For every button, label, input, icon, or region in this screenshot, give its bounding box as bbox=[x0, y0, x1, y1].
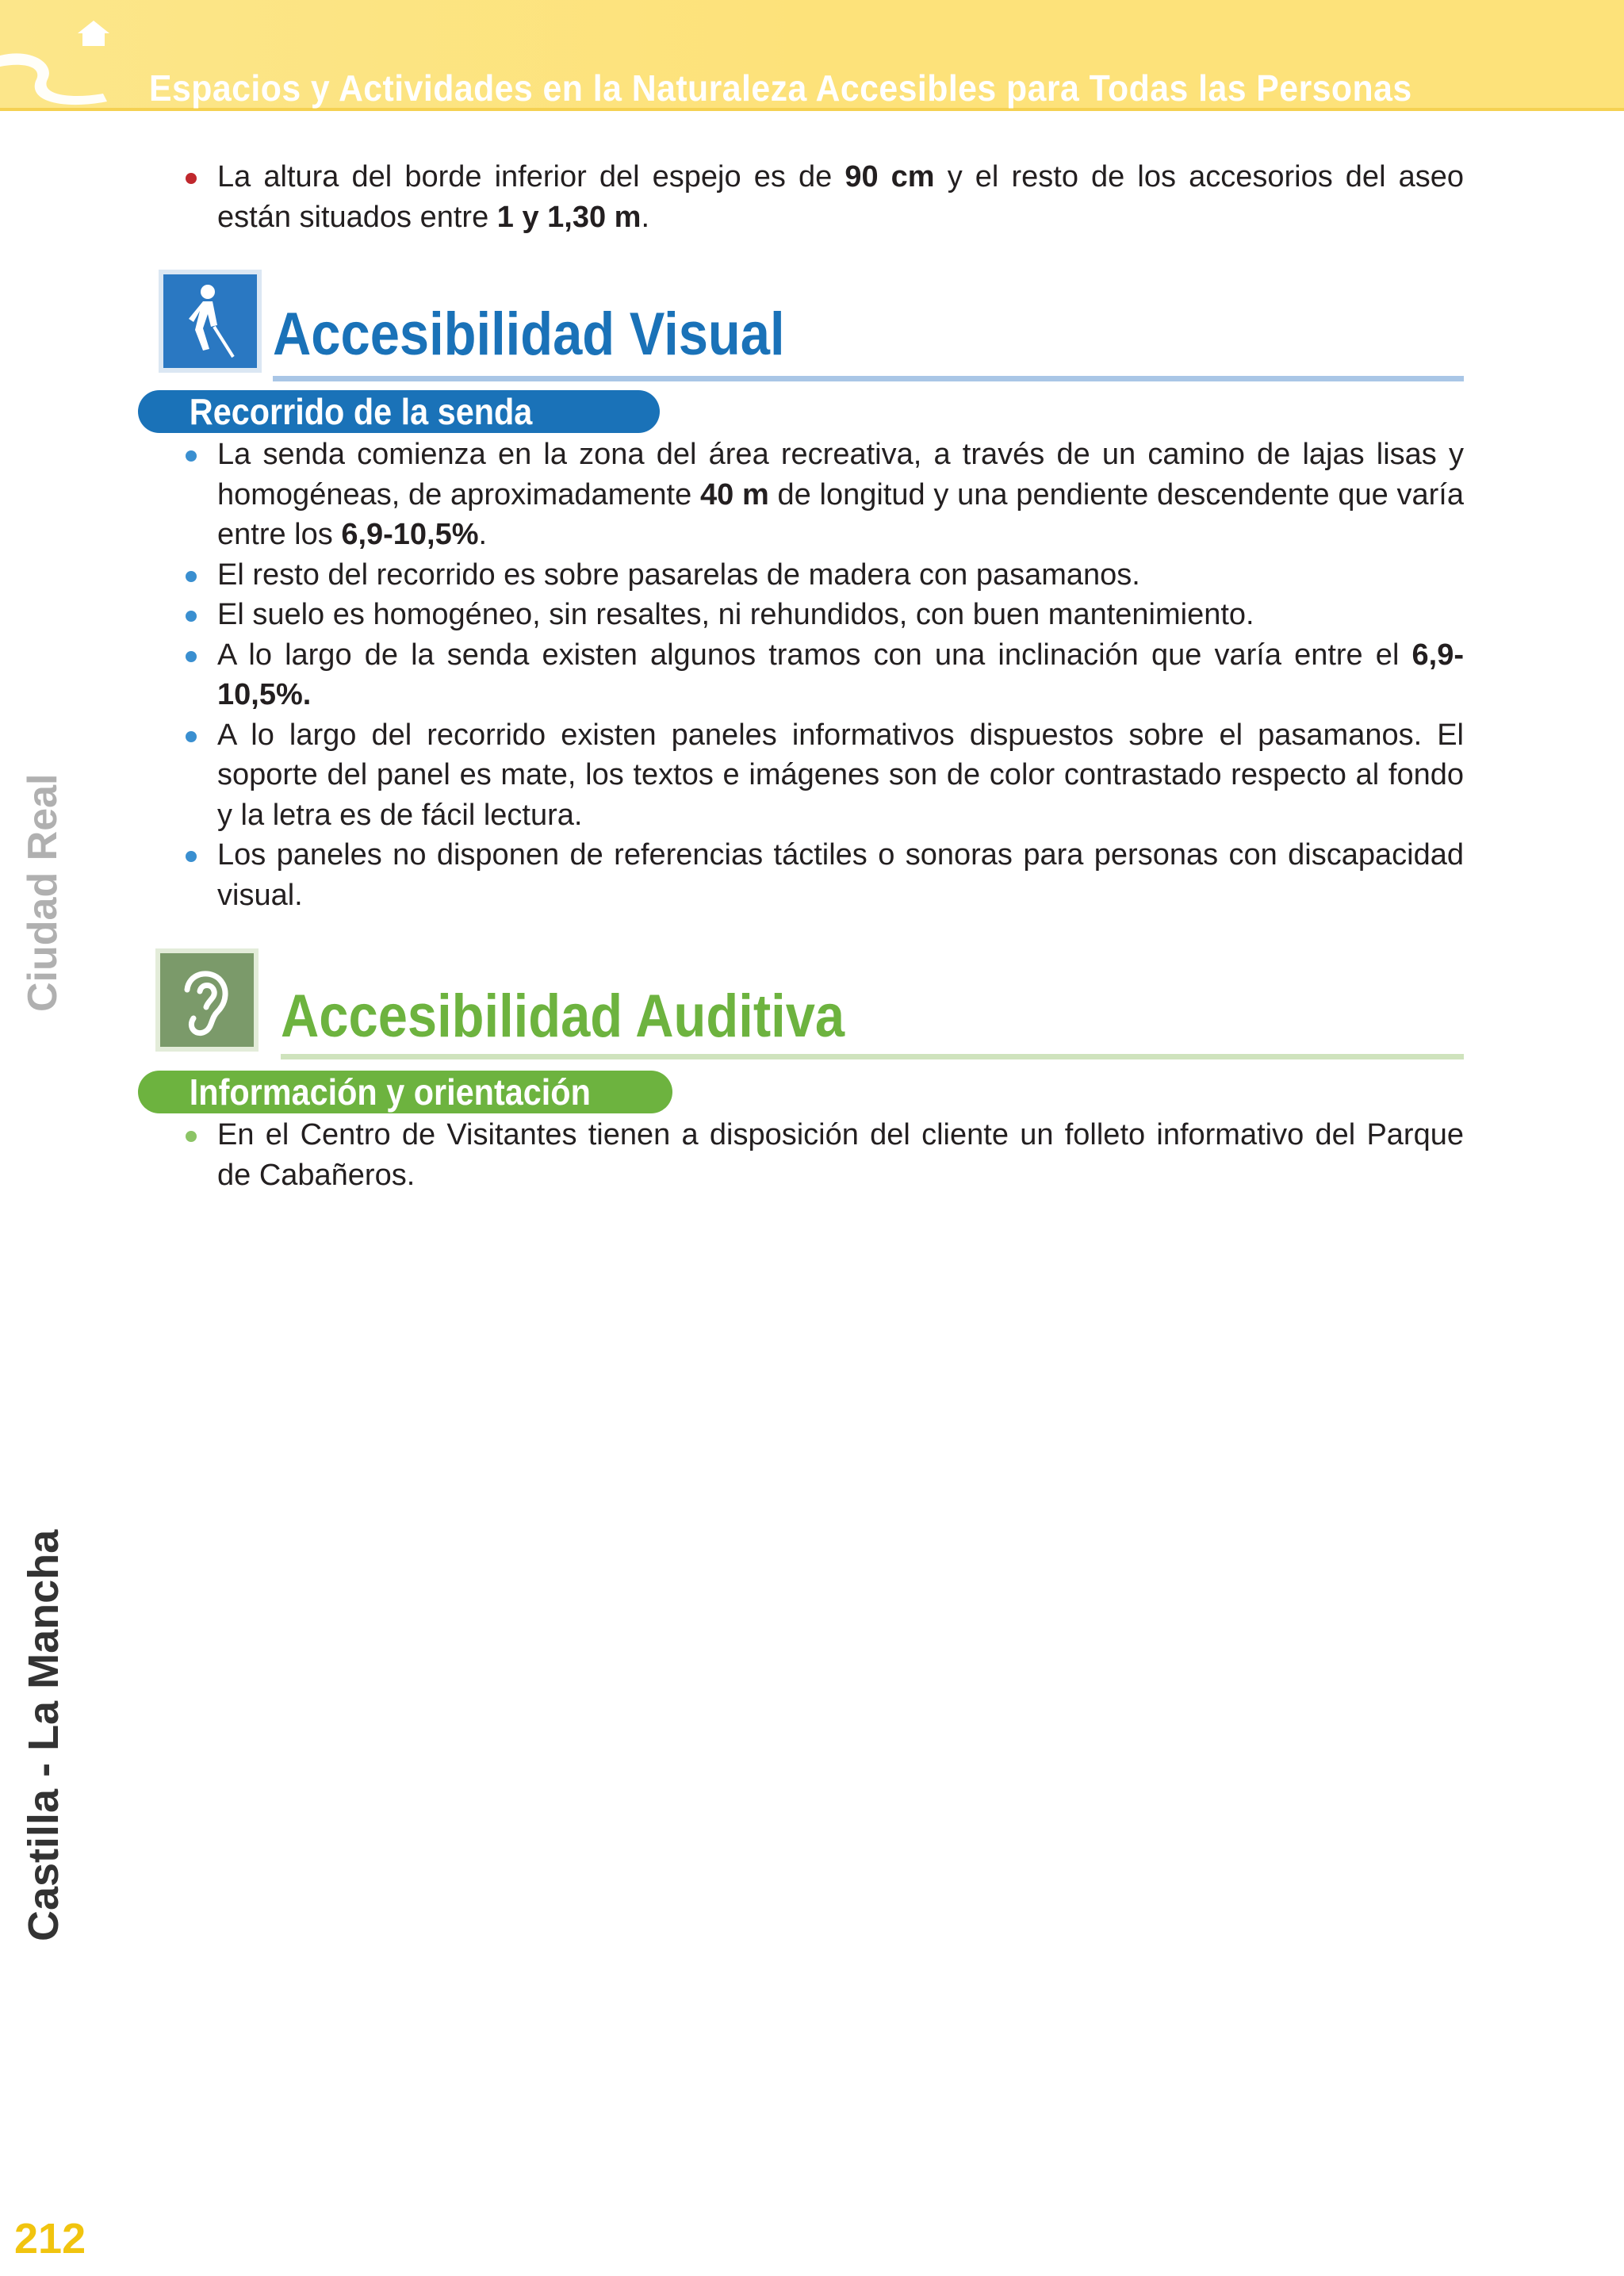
list-item: En el Centro de Visitantes tienen a disposición del cliente un folleto informativo del Parque de Cabañeros. bbox=[186, 1115, 1464, 1195]
bullet-dot bbox=[186, 651, 197, 662]
section-title-auditiva: Accesibilidad Auditiva bbox=[281, 983, 845, 1050]
road-icon bbox=[0, 0, 127, 108]
subsection-pill-visual bbox=[138, 390, 660, 433]
blind-person-icon bbox=[159, 270, 262, 373]
section-title-visual: Accesibilidad Visual bbox=[273, 301, 785, 368]
section-rule bbox=[273, 376, 1464, 381]
bullet-dot bbox=[186, 851, 197, 862]
visual-list bbox=[186, 435, 1464, 915]
header-band bbox=[0, 0, 1624, 111]
list-item: A lo largo del recorrido existen paneles informativos dispuestos sobre el pasamanos. El soporte del panel es mate, los textos e imágenes son de color contrastado respecto al fondo y la letra es de fácil lectura. bbox=[186, 715, 1464, 836]
bullet-dot bbox=[186, 173, 197, 184]
auditiva-list bbox=[186, 1115, 1464, 1195]
list-item: El resto del recorrido es sobre pasarelas de madera con pasamanos. bbox=[186, 555, 1464, 596]
list-item: El suelo es homogéneo, sin resaltes, ni rehundidos, con buen mantenimiento. bbox=[186, 595, 1464, 635]
subsection-title: Información y orientación bbox=[189, 1071, 591, 1113]
subsection-pill-auditiva bbox=[138, 1071, 672, 1113]
section-rule bbox=[281, 1054, 1464, 1059]
subsection-title: Recorrido de la senda bbox=[189, 391, 533, 432]
page-number: 212 bbox=[14, 2215, 86, 2263]
bullet-dot bbox=[186, 1131, 197, 1142]
list-item: A lo largo de la senda existen algunos tramos con una inclinación que varía entre el 6,9-10,5%. bbox=[186, 635, 1464, 715]
list-item: Los paneles no disponen de referencias táctiles o sonoras para personas con discapacidad visual. bbox=[186, 835, 1464, 915]
side-label-region: Castilla - La Mancha bbox=[20, 1529, 67, 1941]
list-item: La altura del borde inferior del espejo es de 90 cm y el resto de los accesorios del aseo están situados entre 1 y 1,30 m. bbox=[186, 157, 1464, 237]
intro-list bbox=[186, 157, 1464, 237]
header-title: Espacios y Actividades en la Naturaleza Accesibles para Todas las Personas bbox=[149, 67, 1412, 109]
bullet-dot bbox=[186, 571, 197, 582]
ear-icon bbox=[155, 948, 259, 1052]
home-icon bbox=[78, 21, 109, 46]
side-label-province: Ciudad Real bbox=[20, 773, 66, 1012]
bullet-dot bbox=[186, 731, 197, 742]
list-item: La senda comienza en la zona del área recreativa, a través de un camino de lajas lisas y homogéneas, de aproximadamente 40 m de longitud y una pendiente descendente que varía entre los 6,9-10,5%. bbox=[186, 435, 1464, 555]
bullet-dot bbox=[186, 450, 197, 462]
bullet-dot bbox=[186, 611, 197, 622]
